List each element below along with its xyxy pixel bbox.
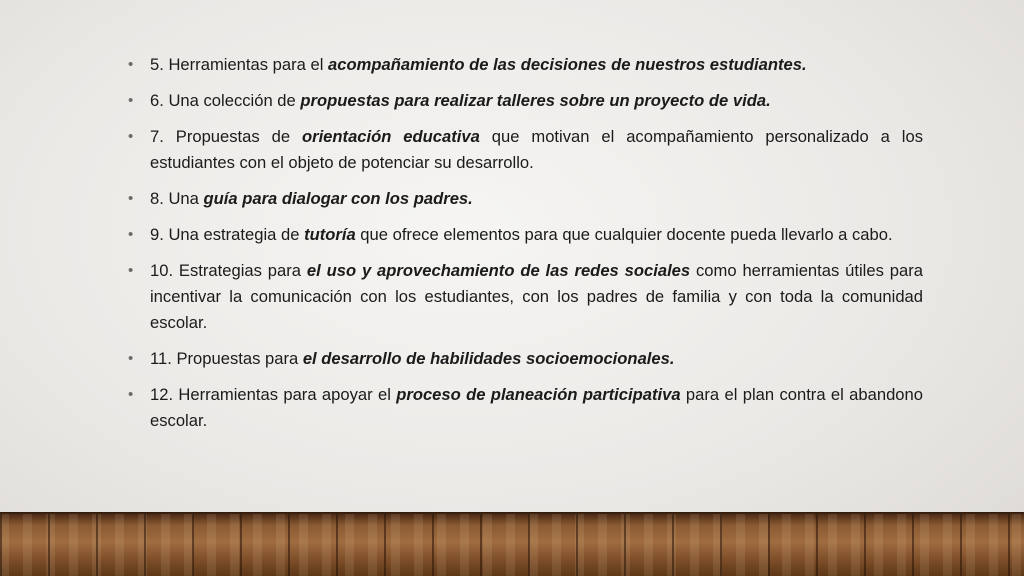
item-text-tail: que ofrece elementos para que cualquier docente pueda llevarlo a cabo. xyxy=(355,225,893,244)
item-text-tail: que motivan el acompañamiento personalizado a los estudiantes con el objeto de potenciar su desarrollo. xyxy=(150,127,923,172)
list-item xyxy=(128,52,923,78)
item-text-tail: para el plan contra el abandono escolar. xyxy=(150,385,923,430)
bullet-icon: • xyxy=(128,386,134,403)
bullet-icon: • xyxy=(128,190,134,207)
item-emphasis: tutoría xyxy=(304,225,356,244)
bullet-icon: • xyxy=(128,226,134,243)
list-item xyxy=(128,258,923,336)
slide-content xyxy=(128,52,923,444)
bullet-icon: • xyxy=(128,92,134,109)
item-text: 12. Herramientas para apoyar el xyxy=(150,385,397,404)
list-item xyxy=(128,88,923,114)
item-text: 8. Una xyxy=(150,189,204,208)
item-emphasis: propuestas para realizar talleres sobre un proyecto de vida. xyxy=(300,91,771,110)
bullet-icon: • xyxy=(128,56,134,73)
bullet-icon: • xyxy=(128,262,134,279)
item-emphasis: el uso y aprovechamiento de las redes sociales xyxy=(306,261,691,280)
item-emphasis: guía para dialogar con los padres. xyxy=(203,189,473,208)
item-text: 5. Herramientas para el xyxy=(150,55,329,74)
item-text: 10. Estrategias para xyxy=(150,261,307,280)
item-text: 6. Una colección de xyxy=(150,91,301,110)
item-text: 9. Una estrategia de xyxy=(150,225,305,244)
item-text-tail: como herramientas útiles para incentivar la comunicación con los estudiantes, con los padres de familia y con toda la comunidad escolar. xyxy=(150,261,923,332)
item-emphasis: proceso de planeación participativa xyxy=(396,385,681,404)
item-emphasis: orientación educativa xyxy=(301,127,480,146)
bullet-icon: • xyxy=(128,128,134,145)
list-item xyxy=(128,222,923,248)
wood-floor xyxy=(0,514,1024,576)
item-text: 7. Propuestas de xyxy=(150,127,302,146)
item-text: 11. Propuestas para xyxy=(150,349,303,368)
item-emphasis: el desarrollo de habilidades socioemocionales. xyxy=(302,349,675,368)
bullet-icon: • xyxy=(128,350,134,367)
list-item xyxy=(128,382,923,434)
item-emphasis: acompañamiento de las decisiones de nuestros estudiantes. xyxy=(328,55,807,74)
list-item xyxy=(128,186,923,212)
bullet-list xyxy=(128,52,923,434)
list-item xyxy=(128,124,923,176)
list-item xyxy=(128,346,923,372)
